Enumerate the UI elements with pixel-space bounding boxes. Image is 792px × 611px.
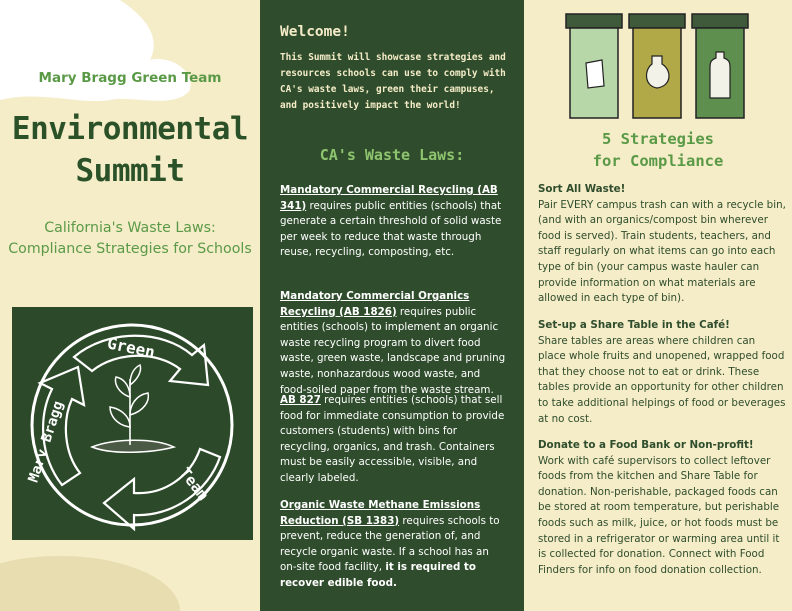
law-body: requires public entities (schools) to implement an organic waste recycling program to divert food waste, green waste, landscape and pruning waste, nonhazardous wood waste, and food-soiled paper from the waste stream. — [280, 305, 506, 396]
law-title: AB 827 — [280, 394, 321, 406]
laws-heading: CA's Waste Laws: — [319, 146, 465, 164]
title-line-1: Environmental — [11, 111, 249, 147]
strategy-item — [538, 182, 786, 307]
subtitle — [0, 218, 260, 260]
strategy-body: Pair EVERY campus trash can with a recycle bin, (and with an organics/compost bin wherever food is served). Train students, teachers, and staff regularly on what items can go into each type of bin (your campus waste hauler can provide information on what materials are allowed in each type of bin). — [538, 198, 786, 305]
strategy-title: Donate to a Food Bank or Non-profit! — [538, 439, 754, 451]
strategy-body: Work with café supervisors to collect leftover foods from the kitchen and Share Table for donation. Non-perishable, packaged foods can be stored at room temperature, but perishable foods such as milk, juice, or hot foods must be stored in a refrigerator or warming area until it is collected for donation. Connect with Food Finders for info on food donation collection. — [538, 454, 780, 576]
welcome-body: This Summit will showcase strategies and resources schools can use to comply with CA's waste laws, green their campuses, and positively impact the world! — [280, 52, 506, 111]
law-item — [280, 183, 508, 261]
title-line-2: Summit — [75, 153, 185, 189]
left-panel — [0, 0, 260, 611]
green-team-logo — [12, 307, 253, 540]
law-item — [280, 498, 508, 592]
strategy-title: Sort All Waste! — [538, 183, 626, 195]
logo-word-green: Green — [105, 333, 157, 362]
law-body: requires public entities (schools) that generate a certain threshold of solid waste per week to reduce that waste through reuse, recycling, composting, etc. — [280, 199, 502, 259]
strategy-item — [538, 438, 786, 578]
middle-panel — [260, 0, 524, 611]
law-item — [280, 289, 508, 398]
welcome-title: Welcome! — [280, 24, 350, 40]
team-name: Mary Bragg Green Team — [38, 70, 222, 86]
logo-word-team: Team — [175, 464, 213, 504]
logo-word-mary-bragg: Mary Bragg — [25, 399, 67, 485]
waste-bins-illustration — [562, 8, 752, 123]
law-body: requires entities (schools) that sell food for immediate consumption to provide customers (students) with bins for recycling, organics, and trash. Containers must be easily accessible, visible, and clearly labeled. — [280, 394, 505, 484]
law-title: Mandatory Commercial Organics Recycling (AB 1826) — [280, 290, 470, 318]
recycle-logo-graphic — [12, 307, 253, 540]
law-body: requires schools to prevent, reduce the generation of, and recycle organic waste. If a school has an on-site food facility, — [280, 514, 500, 574]
strategies-heading — [524, 128, 792, 172]
strategies-heading-line-1: 5 Strategies — [602, 130, 714, 148]
strategy-item — [538, 318, 786, 427]
page-title — [0, 108, 260, 192]
strategy-title: Set-up a Share Table in the Café! — [538, 319, 730, 331]
subtitle-line-2: Compliance Strategies for Schools — [8, 241, 252, 257]
law-item — [280, 393, 508, 487]
right-panel — [524, 0, 792, 611]
law-emphasis: it is required to recover edible food. — [280, 561, 476, 589]
law-title: Mandatory Commercial Recycling (AB 341) — [280, 184, 498, 212]
strategies-heading-line-2: for Compliance — [592, 152, 724, 170]
law-title: Organic Waste Methane Emissions Reduction (SB 1383) — [280, 499, 481, 527]
strategy-body: Share tables are areas where children can place whole fruits and unopened, wrapped food that they choose not to eat or drink. These tables provide an opportunity for other children to take additional helpings of food or beverages at no cost. — [538, 334, 786, 425]
subtitle-line-1: California's Waste Laws: — [44, 220, 216, 236]
